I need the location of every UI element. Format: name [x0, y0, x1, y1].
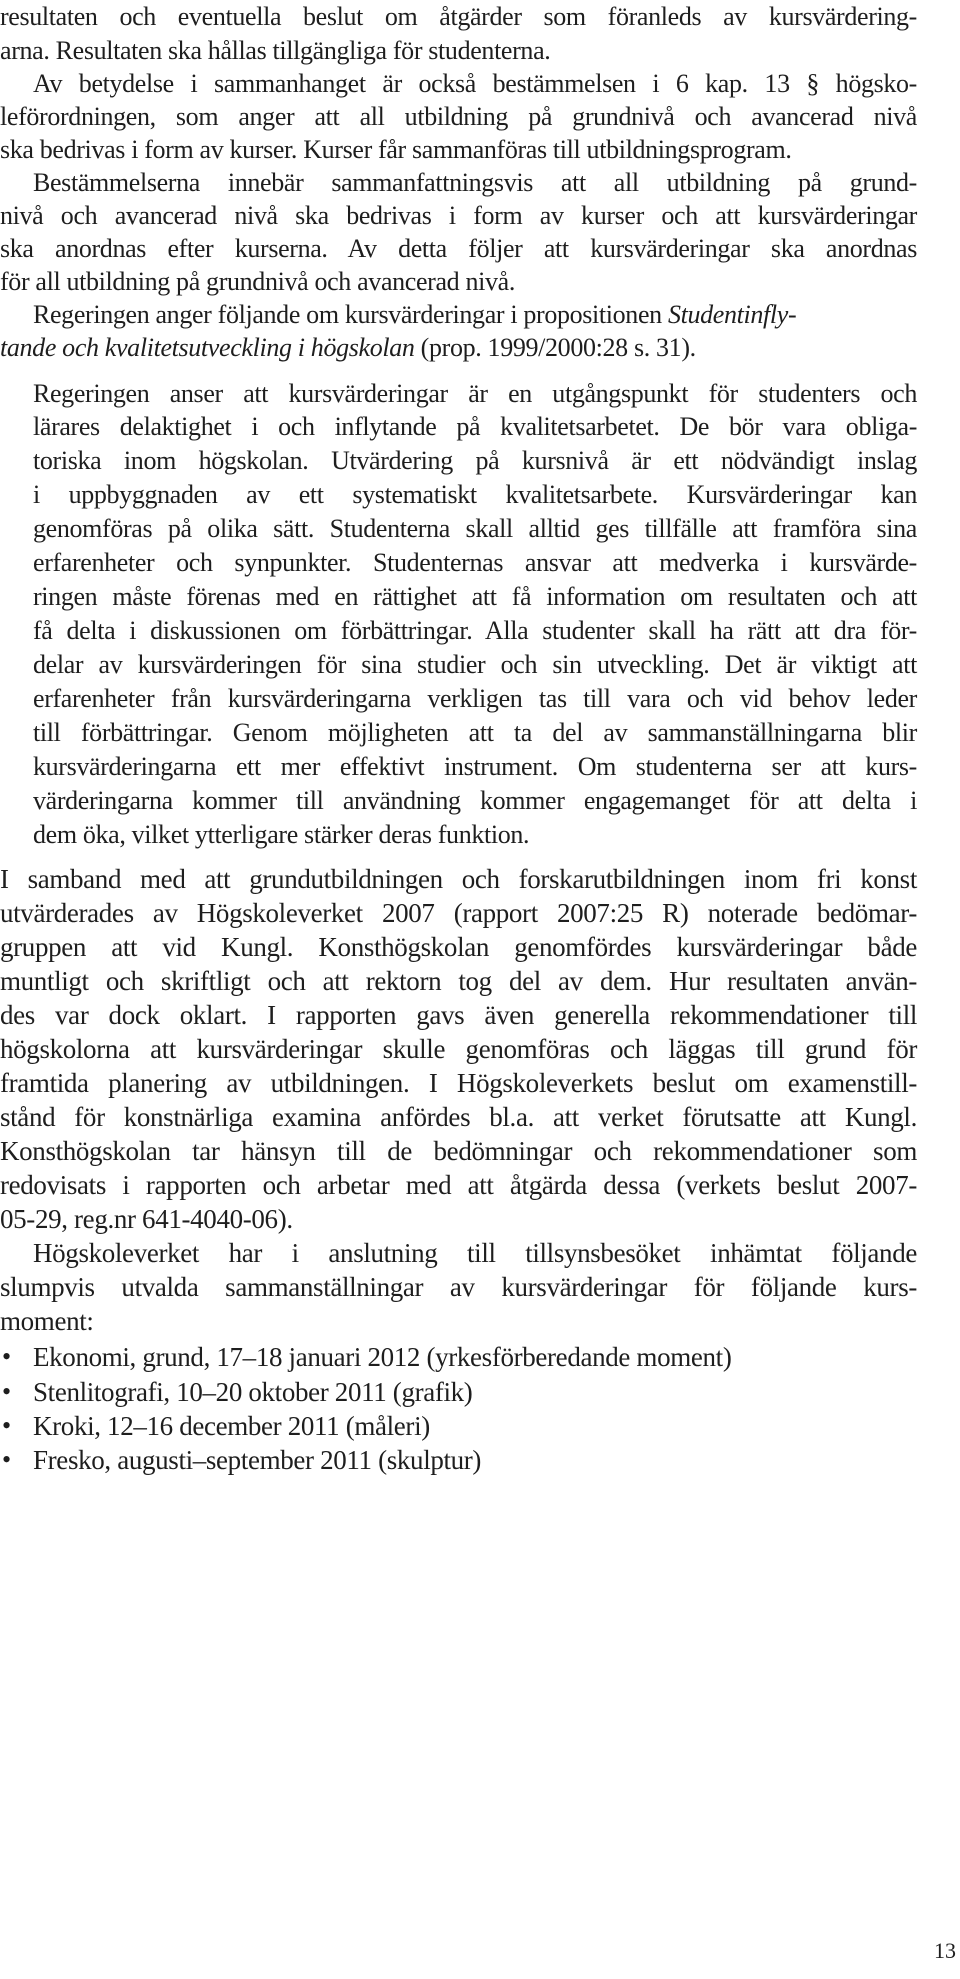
text-line: moment: — [0, 1306, 94, 1336]
list-item — [0, 1379, 950, 1409]
bullet-icon: • — [2, 1445, 12, 1474]
list-item — [0, 1413, 950, 1443]
proposition-title: Studentinfly- — [667, 300, 797, 329]
bullet-icon: • — [2, 1411, 12, 1440]
text-line — [33, 302, 796, 328]
text-line: genomföras på olika sätt. Studenterna skall alltid ges tillfälle att framföra sina — [33, 514, 917, 543]
text-line: Konsthögskolan tar hänsyn till de bedömningar och rekommendationer som — [0, 1136, 917, 1166]
bullet-icon: • — [2, 1377, 12, 1406]
text-line: ska anordnas efter kurserna. Av detta följer att kursvärderingar ska anordnas — [0, 234, 917, 263]
text-line: Högskoleverket har i anslutning till tillsynsbesöket inhämtat följande — [33, 1238, 917, 1268]
text-line: erfarenheter och synpunkter. Studenternas ansvar att medverka i kursvärde- — [33, 548, 917, 577]
list-item-text: Stenlitografi, 10–20 oktober 2011 (grafik) — [33, 1377, 473, 1407]
list-item — [0, 1344, 950, 1374]
text-line: des var dock oklart. I rapporten gavs även generella rekommendationer till — [0, 1000, 917, 1030]
text-line: nivå och avancerad nivå ska bedrivas i form av kurser och att kursvärderingar — [0, 201, 917, 230]
text-line: delar av kursvärderingen för sina studier och sin utveckling. Det är viktigt att — [33, 650, 917, 679]
text-line: Regeringen anser att kursvärderingar är en utgångspunkt för studenters och — [33, 379, 917, 408]
text-line: Bestämmelserna innebär sammanfattningsvis att all utbildning på grund- — [33, 168, 917, 197]
text-line: framtida planering av utbildningen. I Högskoleverkets beslut om examenstill- — [0, 1068, 917, 1098]
text-line: ska bedrivas i form av kurser. Kurser får sammanföras till utbildningsprogram. — [0, 135, 792, 164]
text-line: kursvärderingarna ett mer effektivt instrument. Om studenterna ser att kurs- — [33, 752, 917, 781]
bullet-icon: • — [2, 1342, 12, 1371]
text-line: Av betydelse i sammanhanget är också bestämmelsen i 6 kap. 13 § högsko- — [33, 69, 917, 98]
text-line: utvärderades av Högskoleverket 2007 (rapport 2007:25 R) noterade bedömar- — [0, 898, 917, 928]
text-line: till förbättringar. Genom möjligheten att ta del av sammanställningarna blir — [33, 718, 917, 747]
text-line: resultaten och eventuella beslut om åtgärder som föranleds av kursvärdering- — [0, 2, 917, 31]
text-line: i uppbyggnaden av ett systematiskt kvalitetsarbete. Kursvärderingar kan — [33, 480, 917, 509]
text-run: Regeringen anger följande om kursvärderingar i propositionen — [33, 300, 668, 329]
text-line: slumpvis utvalda sammanställningar av kursvärderingar för följande kurs- — [0, 1272, 917, 1302]
text-line: få delta i diskussionen om förbättringar. Alla studenter skall ha rätt att dra för- — [33, 616, 917, 645]
text-line: stånd för konstnärliga examina anfördes bl.a. att verket förutsatte att Kungl. — [0, 1102, 917, 1132]
text-line: värderingarna kommer till användning kommer engagemanget för att delta i — [33, 786, 917, 815]
text-line: högskolorna att kursvärderingar skulle genomföras och läggas till grund för — [0, 1034, 917, 1064]
text-line: lärares delaktighet i och inflytande på kvalitetsarbetet. De bör vara obliga- — [33, 412, 917, 441]
list-item — [0, 1447, 950, 1477]
text-line: för all utbildning på grundnivå och avancerad nivå. — [0, 267, 515, 296]
text-line: I samband med att grundutbildningen och forskarutbildningen inom fri konst — [0, 864, 917, 894]
text-line: toriska inom högskolan. Utvärdering på kursnivå är ett nödvändigt inslag — [33, 446, 917, 475]
text-line: gruppen att vid Kungl. Konsthögskolan genomfördes kursvärderingar både — [0, 932, 917, 962]
text-line — [0, 335, 696, 361]
list-item-text: Fresko, augusti–september 2011 (skulptur) — [33, 1445, 482, 1475]
text-line: dem öka, vilket ytterligare stärker deras funktion. — [33, 820, 530, 849]
proposition-title: tande och kvalitetsutveckling i högskolan — [0, 333, 415, 362]
text-line: erfarenheter från kursvärderingarna verkligen tas till vara och vid behov leder — [33, 684, 917, 713]
list-item-text: Kroki, 12–16 december 2011 (måleri) — [33, 1411, 430, 1441]
text-line: ringen måste förenas med en rättighet att få information om resultaten och att — [33, 582, 917, 611]
text-line: muntligt och skriftligt och att rektorn tog del av dem. Hur resultaten använ- — [0, 966, 917, 996]
page-number: 13 — [934, 1938, 956, 1963]
text-line: redovisats i rapporten och arbetar med att åtgärda dessa (verkets beslut 2007- — [0, 1170, 917, 1200]
text-line: 05-29, reg.nr 641-4040-06). — [0, 1204, 293, 1234]
list-item-text: Ekonomi, grund, 17–18 januari 2012 (yrkesförberedande moment) — [33, 1342, 732, 1372]
text-run: (prop. 1999/2000:28 s. 31). — [414, 333, 696, 362]
text-line: leförordningen, som anger att all utbildning på grundnivå och avancerad nivå — [0, 102, 917, 131]
text-line: arna. Resultaten ska hållas tillgängliga för studenterna. — [0, 36, 551, 65]
